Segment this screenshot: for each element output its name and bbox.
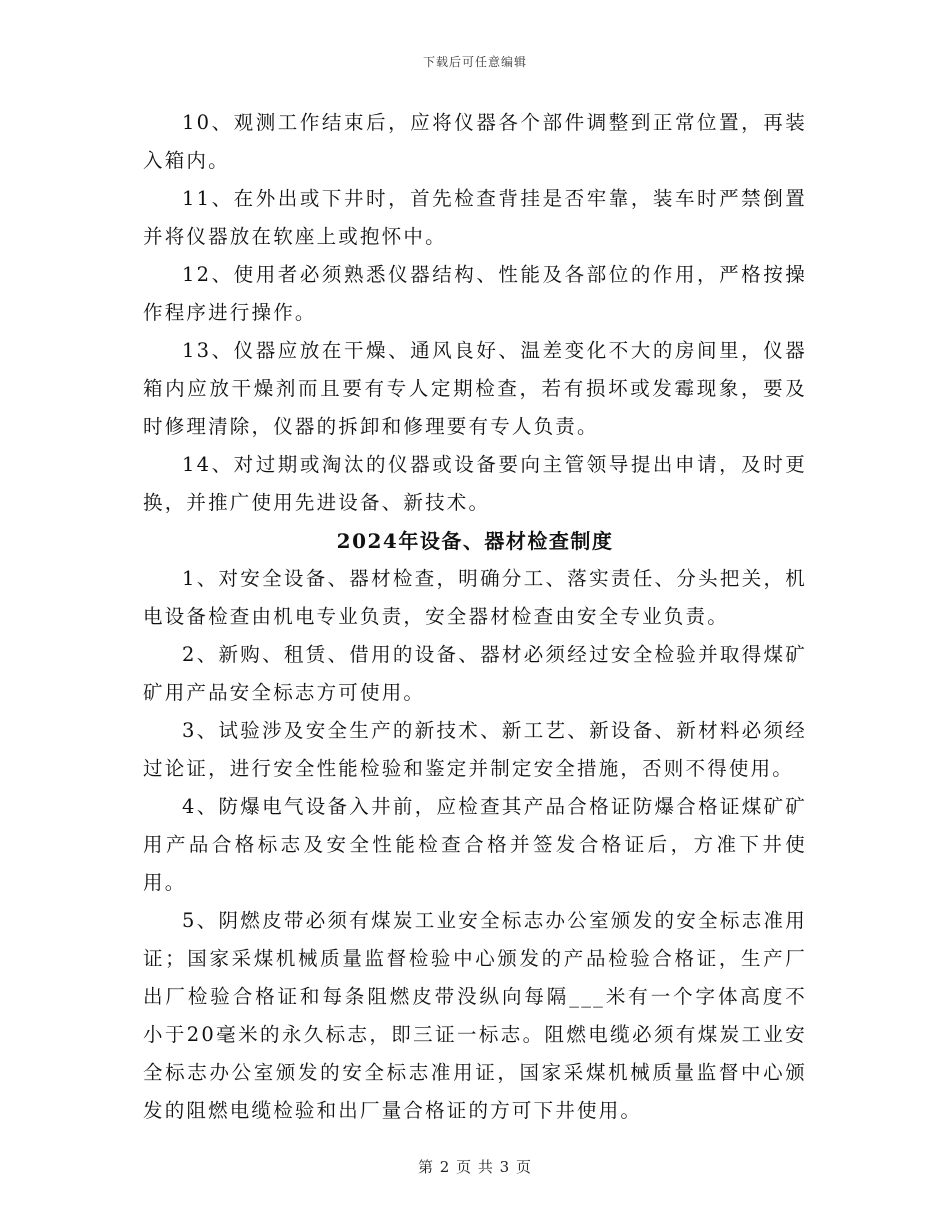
section-paragraph-2: 2、新购、租赁、借用的设备、器材必须经过安全检验并取得煤矿矿用产品安全标志方可使用。	[143, 643, 807, 704]
paragraph-item-12: 12、使用者必须熟悉仪器结构、性能及各部位的作用，严格按操作程序进行操作。	[143, 263, 807, 324]
section-paragraph-5: 5、阴燃皮带必须有煤炭工业安全标志办公室颁发的安全标志准用证；国家采煤机械质量监督检验中心颁发的产品检验合格证，生产厂出厂检验合格证和每条阻燃皮带没纵向每隔___米有一个字体高度不小于20毫米的永久标志，即三证一标志。阻燃电缆必须有煤炭工业安全标志办公室颁发的安全标志准用证，国家采煤机械质量监督中心颁发的阻燃电缆检验和出厂量合格证的方可下井使用。	[143, 909, 807, 1122]
section-title: 2024年设备、器材检查制度	[336, 529, 614, 553]
page-number-footer: 第 2 页 共 3 页	[418, 1158, 532, 1176]
document-body	[143, 104, 807, 1130]
paragraph-item-13: 13、仪器应放在干燥、通风良好、温差变化不大的房间里，仪器箱内应放干燥剂而且要有专人定期检查，若有损坏或发霉现象，要及时修理清除，仪器的拆卸和修理要有专人负责。	[143, 339, 807, 438]
paragraph-item-10: 10、观测工作结束后，应将仪器各个部件调整到正常位置，再装入箱内。	[143, 111, 807, 172]
page-header: 下载后可任意编辑	[422, 55, 527, 69]
paragraph-item-14: 14、对过期或淘汰的仪器或设备要向主管领导提出申请，及时更换，并推广使用先进设备、新技术。	[143, 453, 807, 514]
section-paragraph-4: 4、防爆电气设备入井前，应检查其产品合格证防爆合格证煤矿矿用产品合格标志及安全性能检查合格并签发合格证后，方准下井使用。	[143, 795, 807, 894]
section-paragraph-1: 1、对安全设备、器材检查，明确分工、落实责任、分头把关，机电设备检查由机电专业负责，安全器材检查由安全专业负责。	[143, 567, 807, 628]
section-paragraph-3: 3、试验涉及安全生产的新技术、新工艺、新设备、新材料必须经过论证，进行安全性能检验和鉴定并制定安全措施，否则不得使用。	[143, 719, 807, 780]
paragraph-item-11: 11、在外出或下井时，首先检查背挂是否牢靠，装车时严禁倒置并将仪器放在软座上或抱怀中。	[143, 187, 807, 248]
